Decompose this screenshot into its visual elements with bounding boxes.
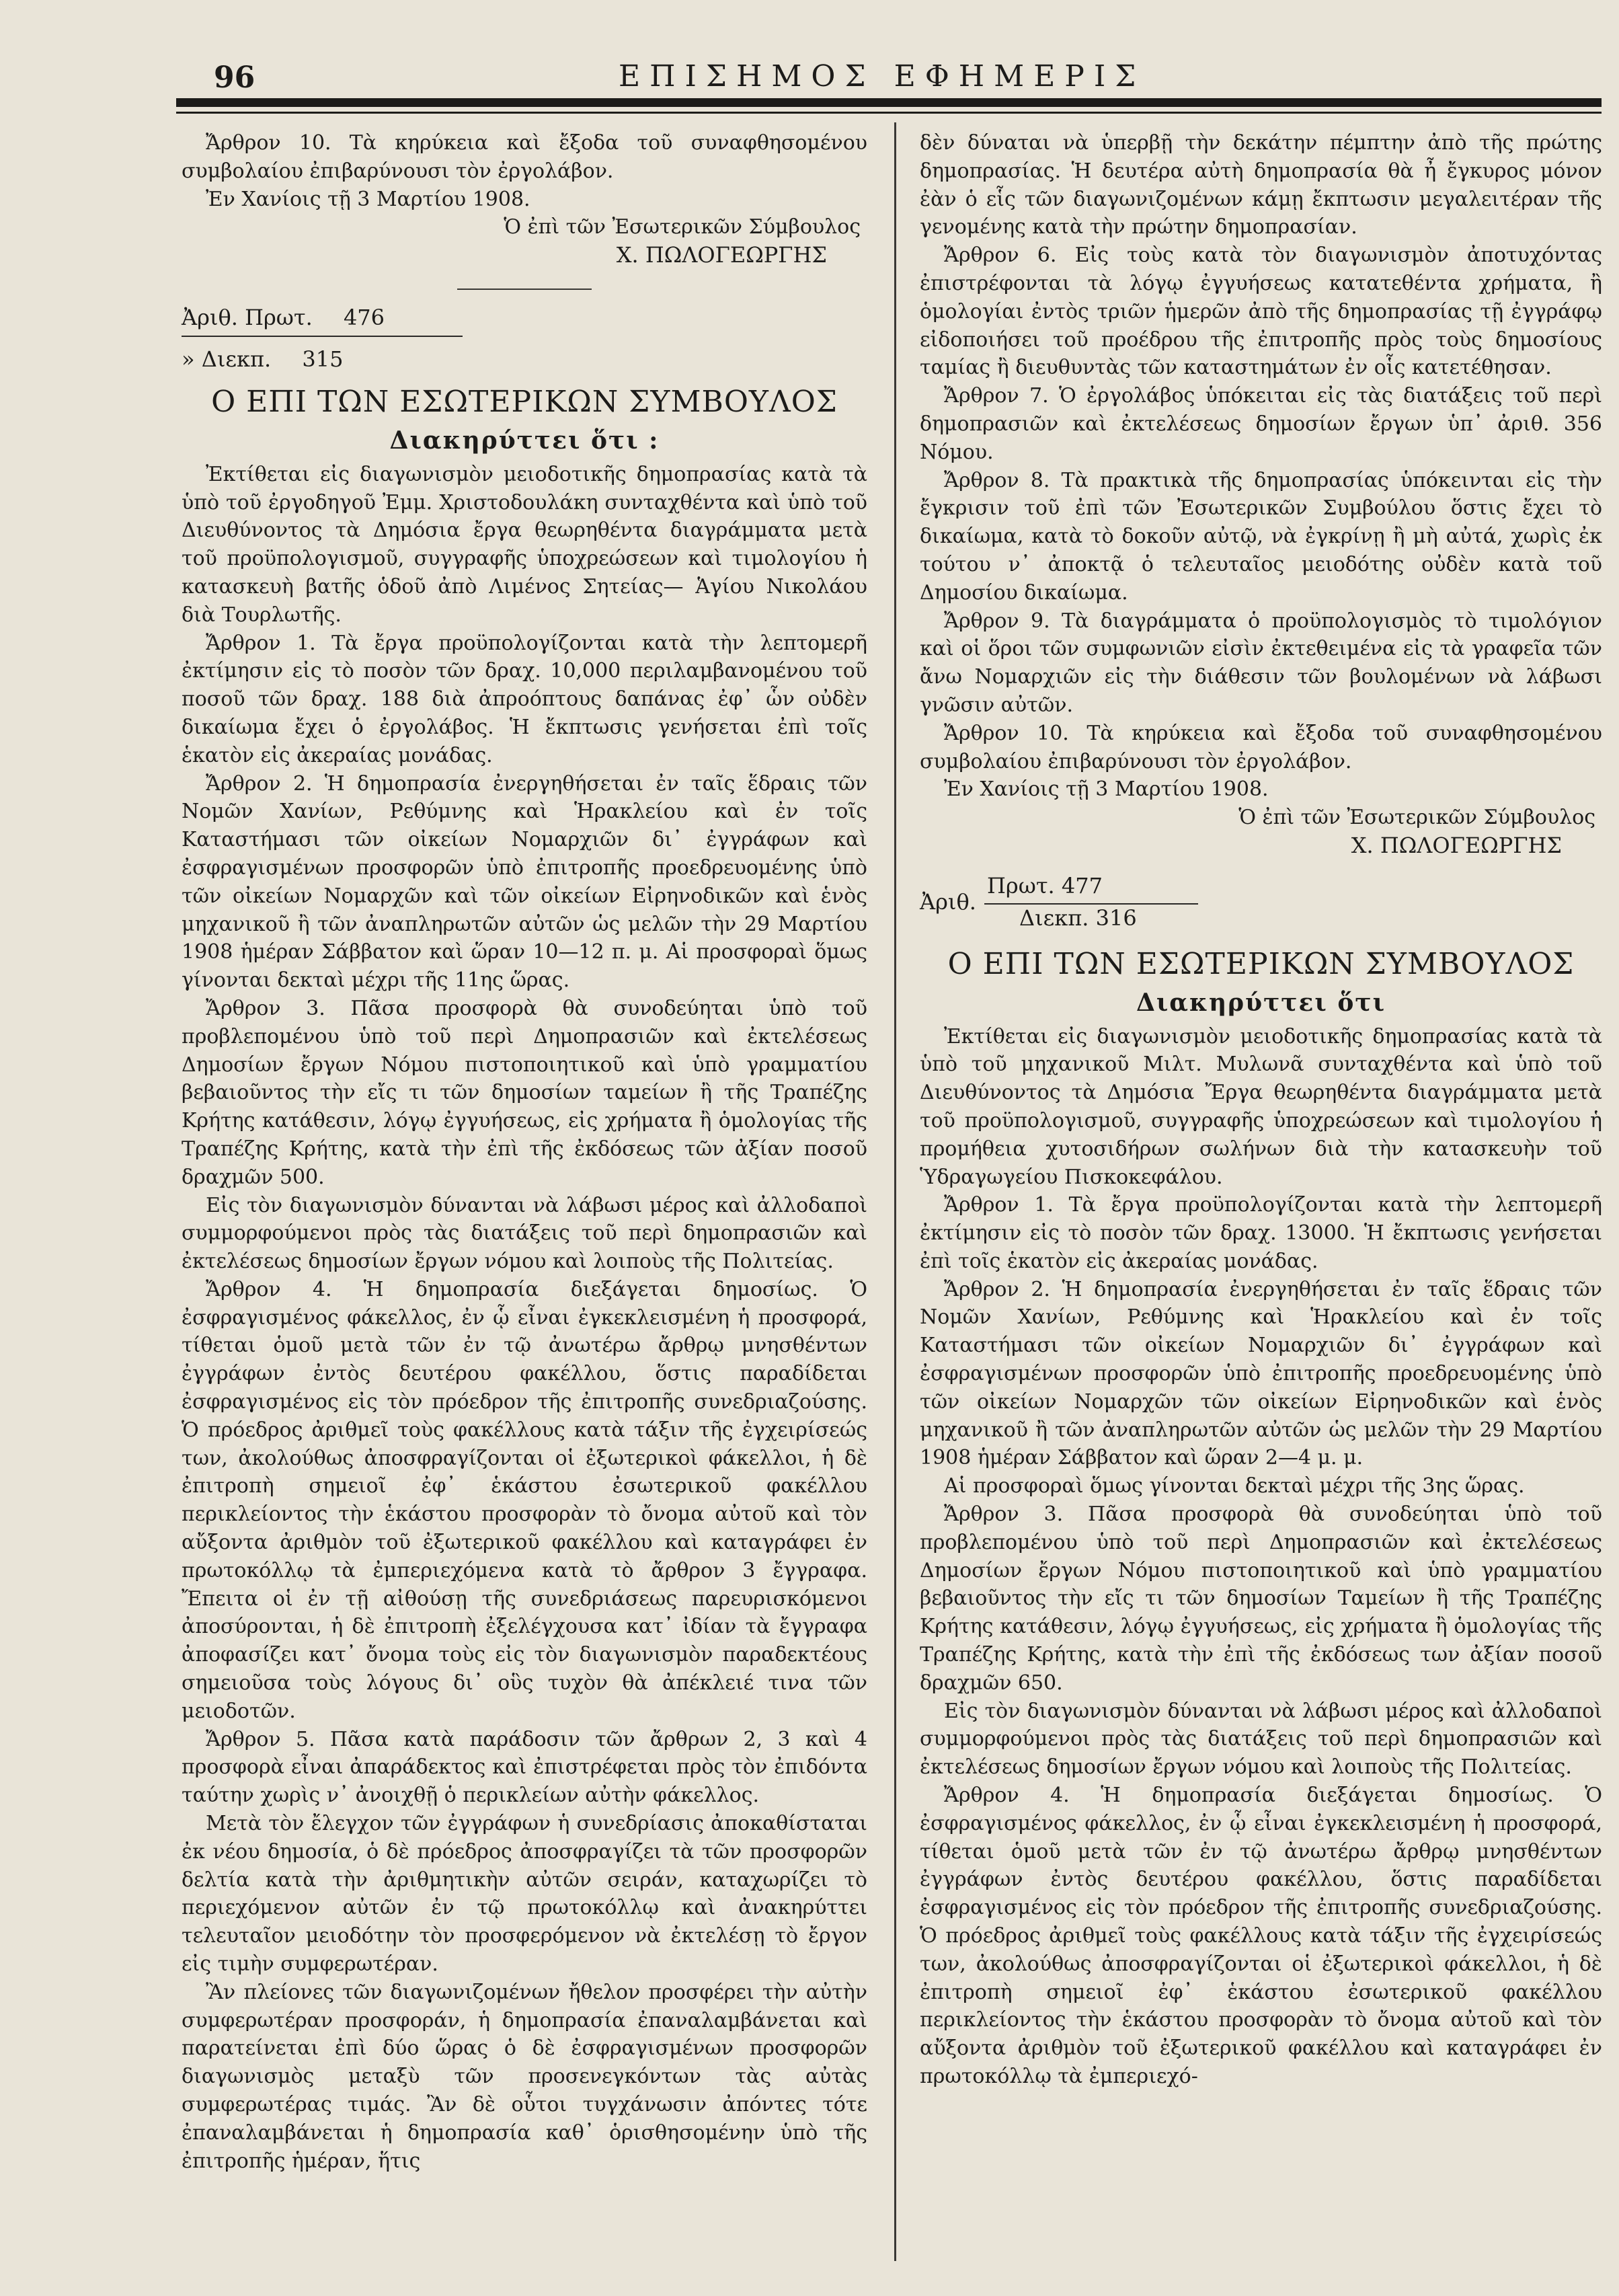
left-article-5: Ἄρθρον 5. Πᾶσα κατὰ παράδοσιν τῶν ἄρθρων 2, 3 καὶ 4 προσφορὰ εἶναι ἀπαράδεκτος καὶ ἐπιστρέφεται πρὸς τὸν ἐπιδόντα ταύτην χωρὶς ν᾽ ἀνοιχθῇ ὁ περικλείων αὐτὴν φάκελλος. [182, 1727, 867, 1808]
right-continued-paragraph: δὲν δύναται νὰ ὑπερβῇ τὴν δεκάτην πέμπτην ἀπὸ τῆς πρώτης δημοπρασίας. Ἡ δευτέρα αὐτὴ δημοπρασία θὰ ἦ ἔγκυρος μόνον ἐὰν ὁ εἷς τῶν διαγωνιζομένων κάμῃ ἔκπτωσιν μεγαλειτέραν τῆς γενομένης κατὰ τὴν πρώτην δημοπρασίαν. [920, 131, 1602, 239]
left-dispatch-number [182, 344, 867, 375]
left-paragraph: Μετὰ τὸν ἔλεγχον τῶν ἐγγράφων ἡ συνεδρίασις ἀποκαθίσταται ἐκ νέου δημοσία, ὁ δὲ πρόεδρος ἀποσφραγίζει τὰ τῶν προσφορῶν δελτία κατὰ τὴν ἀριθμητικὴν αὐτῶν σειράν, καταχωρίζει τὸ περιεχόμενον αὐτῶν ἐν τῷ πρωτοκόλλῳ καὶ ἀνακηρύττει τελευταῖον μειοδότην τὸν προσφερόμενον νὰ ἐκτελέσῃ τὸ ἔργον εἰς τιμὴν συμφερωτέραν. [182, 1812, 867, 1977]
right-place-date: Ἐν Χανίοις τῇ 3 Μαρτίου 1908. [944, 777, 1269, 802]
left-dispatch-value: 315 [302, 346, 344, 372]
left-dispatch-label: » Διεκπ. [182, 346, 272, 372]
left-separator [457, 289, 592, 290]
right-subheading: Διακηρύττει ὅτι [1136, 988, 1386, 1017]
right-article-7: Ἄρθρον 7. Ὁ ἐργολάβος ὑπόκειται εἰς τὰς διατάξεις τοῦ περὶ δημοπρασιῶν καὶ ἐκτελέσεως δημοσίων ἔργων ὑπ᾽ ἀριθ. 356 Νόμου. [920, 384, 1602, 464]
left-protocol-value: 476 [343, 304, 385, 330]
right-article-8: Ἄρθρον 8. Τὰ πρακτικὰ τῆς δημοπρασίας ὑπόκεινται εἰς τὴν ἔγκρισιν τοῦ ἐπὶ τῶν Ἐσωτερικῶν Συμβούλου ὅστις ἔχει τὸ δικαίωμα, κατὰ τὸ δοκοῦν αὐτῷ, νὰ ἐγκρίνῃ ἢ μὴ αὐτά, χωρὶς ἐκ τούτου ν᾽ ἀποκτᾷ ὁ τελευταῖος μειοδότης οὐδὲν κατὰ τοῦ Δημοσίου δικαίωμα. [920, 468, 1602, 605]
left-subheading: Διακηρύττει ὅτι : [389, 426, 660, 455]
right-paragraph: Εἰς τὸν διαγωνισμὸν δύνανται νὰ λάβωσι μέρος καὶ ἀλλοδαποὶ συμμορφούμενοι πρὸς τὰς διατάξεις τοῦ περὶ δημοπρασιῶν καὶ ἐκτελέσεως δημοσίων ἔργων νόμου καὶ λοιποὺς τῆς Πολιτείας. [920, 1699, 1602, 1780]
right-article-2: Ἄρθρον 2. Ἡ δημοπρασία ἐνεργηθήσεται ἐν ταῖς ἕδραις τῶν Νομῶν Χανίων, Ρεθύμνης καὶ Ἡρακλείου καὶ ἐν τοῖς Καταστήμασι τῶν οἰκείων Νομαρχιῶν δι᾽ ἐγγράφων καὶ ἐσφραγισμένων προσφορῶν ὑπὸ ἐπιτροπῆς προεδρευομένης ὑπὸ τῶν οἰκείων Νομαρχῶν τῶν οἰκείων Εἰρηνοδικῶν καὶ ἑνὸς μηχανικοῦ ἢ τῶν ἀναπληρωτῶν αὐτῶν ὡς μελῶν τὴν 29 Μαρτίου 1908 ἡμέραν Σάββατον καὶ ὥραν 2—4 μ. μ. [920, 1277, 1602, 1470]
right-article-4: Ἄρθρον 4. Ἡ δημοπρασία διεξάγεται δημοσίως. Ὁ ἐσφραγισμένος φάκελλος, ἐν ᾧ εἶναι ἐγκεκλεισμένη ἡ προσφορά, τίθεται ὁμοῦ μετὰ τῶν ἐν τῷ ἀνωτέρω ἄρθρῳ μνησθέντων ἐγγράφων ἐντὸς δευτέρου φακέλλου, ὅστις παραδίδεται ἐσφραγισμένος εἰς τὸν πρόεδρον τῆς ἐπιτροπῆς συνεδριαζούσης. Ὁ πρόεδρος ἀριθμεῖ τοὺς φακέλλους κατὰ τάξιν τῆς ἐγχειρίσεώς των, ἀκολούθως ἀποσφραγίζονται οἱ ἐξωτερικοὶ φάκελλοι, ἡ δὲ ἐπιτροπὴ σημειοῖ ἐφ᾽ ἑκάστου ἐσωτερικοῦ φακέλλου περικλείοντος τὴν ἑκάστου προσφορὰν τὸ ὄνομα αὐτοῦ καὶ τὸν αὔξοντα ἀριθμὸν τοῦ ἐξωτερικοῦ φακέλλου καὶ καταγράφει ἐν πρωτοκόλλῳ τὰ ἐμπεριεχό- [920, 1784, 1602, 2088]
left-protocol-number [182, 302, 867, 333]
right-protocol-number: Πρωτ. 477 [987, 872, 1103, 898]
left-paragraph: Ἐκτίθεται εἰς διαγωνισμὸν μειοδοτικῆς δημοπρασίας κατὰ τὰ ὑπὸ τοῦ ἐργοδηγοῦ Ἐμμ. Χριστοδουλάκη συνταχθέντα καὶ ὑπὸ τοῦ Διευθύνοντος τὰ Δημόσια ἔργα θεωρηθέντα διαγράμματα μετὰ τοῦ προϋπολογισμοῦ, συγγραφῆς ὑποχρεώσεων καὶ τιμολογίου ἡ κατασκευὴ βατῆς ὁδοῦ ἀπὸ Λιμένος Σητείας— Ἁγίου Νικολάου διὰ Τουρλωτῆς. [182, 462, 867, 627]
right-column [920, 129, 1602, 2091]
left-place-date: Ἐν Χανίοις τῇ 3 Μαρτίου 1908. [206, 187, 530, 211]
right-article-9: Ἄρθρον 9. Τὰ διαγράμματα ὁ προϋπολογισμὸς τὸ τιμολόγιον καὶ οἱ ὅροι τῶν συμφωνιῶν εἰσὶν ἐκτεθειμένα εἰς τὰ γραφεῖα τῶν ἄνω Νομαρχιῶν εἰς τὴν διάθεσιν τῶν βουλομένων νὰ λάβωσι γνῶσιν αὐτῶν. [920, 609, 1602, 717]
left-article-2: Ἄρθρον 2. Ἡ δημοπρασία ἐνεργηθήσεται ἐν ταῖς ἕδραις τῶν Νομῶν Χανίων, Ρεθύμνης καὶ Ἡρακλείου καὶ ἐν τοῖς Καταστήμασι τῶν οἰκείων Νομαρχιῶν δι᾽ ἐγγράφων καὶ ἐσφραγισμένων προσφορῶν ὑπὸ ἐπιτροπῆς προεδρευομένης ὑπὸ τῶν οἰκείων Νομαρχῶν καὶ τῶν οἰκείων Εἰρηνοδικῶν καὶ ἑνὸς μηχανικοῦ ἢ τῶν ἀναπληρωτῶν αὐτῶν ὡς μελῶν τὴν 29 Μαρτίου 1908 ἡμέραν Σάββατον καὶ ὥραν 10—12 π. μ. Αἱ προσφοραὶ ὅμως γίνονται δεκταὶ μέχρι τῆς 11ης ὥρας. [182, 771, 867, 993]
running-title: ΕΠΙΣΗΜΟΣ ΕΦΗΜΕΡΙΣ [619, 59, 1146, 93]
left-paragraph: Εἰς τὸν διαγωνισμὸν δύνανται νὰ λάβωσι μέρος καὶ ἀλλοδαποὶ συμμορφούμενοι πρὸς τὰς διατάξεις τοῦ περὶ δημοπρασιῶν καὶ ἐκτελέσεως δημοσίων ἔργων νόμου καὶ λοιποὺς τῆς Πολιτείας. [182, 1193, 867, 1274]
header-rule-thin [176, 112, 1602, 114]
right-article-1: Ἄρθρον 1. Τὰ ἔργα προϋπολογίζονται κατὰ τὴν λεπτομερῆ ἐκτίμησιν εἰς τὸ ποσὸν τῶν δραχ. 13000. Ἡ ἔκπτωσις γενήσεται ἐπὶ τοῖς ἑκατὸν εἰς ἀκεραίας μονάδας. [920, 1193, 1602, 1273]
right-dispatch-number: Διεκπ. 316 [1019, 905, 1137, 931]
left-article-4: Ἄρθρον 4. Ἡ δημοπρασία διεξάγεται δημοσίως. Ὁ ἐσφραγισμένος φάκελλος, ἐν ᾧ εἶναι ἐγκεκλεισμένη ἡ προσφορά, τίθεται ὁμοῦ μετὰ τῶν ἐν τῷ ἀνωτέρω ἄρθρῳ μνησθέντων ἐγγράφων ἐντὸς δευτέρου φακέλλου, ὅστις παραδίδεται ἐσφραγισμένος εἰς τὸν πρόεδρον τῆς ἐπιτροπῆς συνεδριαζούσης. Ὁ πρόεδρος ἀριθμεῖ τοὺς φακέλλους κατὰ τάξιν τῆς ἐγχειρίσεώς των, ἀκολούθως ἀποσφραγίζονται οἱ ἐξωτερικοὶ φάκελλοι, ἡ δὲ ἐπιτροπὴ σημειοῖ ἐφ᾽ ἑκάστου ἐσωτερικοῦ φακέλλου περικλείοντος τὴν ἑκάστου προσφορὰν τὸ ὄνομα αὐτοῦ καὶ τὸν αὔξοντα ἀριθμὸν τοῦ ἐξωτερικοῦ φακέλλου καὶ καταγράφει ἐν πρωτοκόλλῳ τὰ ἐμπεριεχόμενα κατὰ τὸ ἄρθρον 3 ἔγγραφα. Ἔπειτα οἱ ἐν τῇ αἰθούσῃ τῆς συνεδριάσεως παρευρισκόμενοι ἀποσύρονται, ἡ δὲ ἐπιτροπὴ ἐξελέγχουσα κατ᾽ ἰδίαν τὰ ἔγγραφα ἀποφασίζει κατ᾽ ὄνομα τοὺς εἰς τὸν διαγωνισμὸν παραδεκτέους σημειοῦσα τοὺς λόγους δι᾽ οὓς τυχὸν θὰ ἀπέκλειέ τινα τῶν μειοδοτῶν. [182, 1277, 867, 1723]
right-article-10: Ἄρθρον 10. Τὰ κηρύκεια καὶ ἔξοδα τοῦ συναφθησομένου συμβολαίου ἐπιβαρύνουσι τὸν ἐργολάβον. [920, 721, 1602, 773]
left-signer-role: Ὁ ἐπὶ τῶν Ἐσωτερικῶν Σύμβουλος [504, 215, 861, 239]
left-protocol-label: Ἀριθ. Πρωτ. [182, 304, 313, 330]
right-paragraph: Ἐκτίθεται εἰς διαγωνισμὸν μειοδοτικῆς δημοπρασίας κατὰ τὰ ὑπὸ τοῦ μηχανικοῦ Μιλτ. Μυλωνᾶ συνταχθέντα καὶ ὑπὸ τοῦ Διευθύνοντος τὰ Δημόσια Ἔργα θεωρηθέντα διαγράμματα μετὰ τοῦ προϋπολογισμοῦ, συγγραφῆς ὑποχρεώσεων καὶ τιμολογίου ἡ προμήθεια χυτοσιδήρων σωλήνων διὰ τὴν κατασκευὴν τοῦ Ὑδραγωγείου Πισκοκεφάλου. [920, 1024, 1602, 1189]
left-paragraph: Ἂν πλείονες τῶν διαγωνιζομένων ἤθελον προσφέρει τὴν αὐτὴν συμφερωτέραν προσφοράν, ἡ δημοπρασία ἐπαναλαμβάνεται καὶ παρατείνεται ἐπὶ δύο ὥρας ὁ δὲ ἐσφραγισμένων προσφορῶν διαγωνισμὸς μεταξὺ τῶν προσενεγκόντων τὰς αὐτὰς συμφερωτέρας τιμάς. Ἂν δὲ οὗτοι τυγχάνωσιν ἀπόντες τότε ἐπαναλαμβάνεται ἡ δημοπρασία καθ᾽ ὁρισθησομένην ὑπὸ τῆς ἐπιτροπῆς ἡμέραν, ἥτις [182, 1980, 867, 2173]
left-protocol-line [182, 336, 463, 337]
left-heading: Ο ΕΠΙ ΤΩΝ ΕΣΩΤΕΡΙΚΩΝ ΣΥΜΒΟΥΛΟΣ [211, 384, 838, 419]
right-article-3: Ἄρθρον 3. Πᾶσα προσφορὰ θὰ συνοδεύηται ὑπὸ τοῦ προβλεπομένου ὑπὸ τοῦ περὶ Δημοπρασιῶν καὶ ἐκτελέσεως Δημοσίων ἔργων Νόμου πιστοποιητικοῦ καὶ ὑπὸ γραμματίου βεβαιοῦντος τὴν εἴς τι τῶν δημοσίων Ταμείων ἢ τῆς Τραπέζης Κρήτης κατάθεσιν, λόγῳ ἐγγυήσεως, εἰς χρήματα ἢ ὁμολογίας τῆς Τραπέζης Κρήτης, κατὰ τὴν ἐπὶ τῆς ἐκδόσεως των ἀξίαν ποσοῦ δραχμῶν 650. [920, 1502, 1602, 1695]
right-protocol-block [920, 872, 1602, 937]
left-article-3: Ἄρθρον 3. Πᾶσα προσφορὰ θὰ συνοδεύηται ὑπὸ τοῦ προβλεπομένου ὑπὸ τοῦ περὶ Δημοπρασιῶν καὶ ἐκτελέσεως Δημοσίων ἔργων Νόμου πιστοποιητικοῦ καὶ ὑπὸ γραμματίου βεβαιοῦντος τὴν εἴς τι τῶν δημοσίων ταμείων ἢ τῆς Τραπέζης Κρήτης κατάθεσιν, λόγῳ ἐγγυήσεως, εἰς χρήματα ἢ ὁμολογίας τῆς Τραπέζης Κρήτης, κατὰ τὴν ἐπὶ τῆς ἐκδόσεως τῶν ἀξίαν ποσοῦ δραχμῶν 500. [182, 996, 867, 1189]
left-article-1: Ἄρθρον 1. Τὰ ἔργα προϋπολογίζονται κατὰ τὴν λεπτομερῆ ἐκτίμησιν εἰς τὸ ποσὸν τῶν δραχ. 10,000 περιλαμβανομένου τοῦ ποσοῦ τῶν δραχ. 188 διὰ ἀπροόπτους δαπάνας ἐφ᾽ ὧν οὐδὲν δικαίωμα ἔχει ὁ ἐργολάβος. Ἡ ἔκπτωσις γενήσεται ἐπὶ τοῖς ἑκατὸν εἰς ἀκεραίας μονάδας. [182, 631, 867, 767]
right-arith-label: Ἀριθ. [920, 888, 976, 915]
right-article-6: Ἄρθρον 6. Εἰς τοὺς κατὰ τὸν διαγωνισμὸν ἀποτυχόντας ἐπιστρέφονται τὰ λόγῳ ἐγγυήσεως κατατεθέντα χρήματα, ἢ ὁμολογίαι ἐντὸς τριῶν ἡμερῶν ἀπὸ τῆς δημοπρασίας τῇ ἐγγράφῳ εἰδοποιήσει τοῦ προέδρου τῆς ἐπιτροπῆς πρὸς τοὺς δημοσίους ταμίας ἢ διευθυντὰς τῶν καταστημάτων ἐν οἷς κατετέθησαν. [920, 243, 1602, 380]
right-paragraph: Αἱ προσφοραὶ ὅμως γίνονται δεκταὶ μέχρι τῆς 3ης ὥρας. [944, 1474, 1525, 1498]
left-intro-paragraph: Ἄρθρον 10. Τὰ κηρύκεια καὶ ἔξοδα τοῦ συναφθησομένου συμβολαίου ἐπιβαρύνουσι τὸν ἐργολάβον. [182, 131, 867, 183]
page-number: 96 [214, 61, 255, 95]
right-heading: Ο ΕΠΙ ΤΩΝ ΕΣΩΤΕΡΙΚΩΝ ΣΥΜΒΟΥΛΟΣ [947, 946, 1575, 981]
right-signer-role: Ὁ ἐπὶ τῶν Ἐσωτερικῶν Σύμβουλος [1238, 806, 1595, 830]
right-signer-name: Χ. ΠΩΛΟΓΕΩΡΓΗΣ [1351, 832, 1562, 858]
header-rule-thick [176, 98, 1602, 107]
left-signer-name: Χ. ΠΩΛΟΓΕΩΡΓΗΣ [616, 242, 827, 268]
column-divider [894, 122, 896, 2261]
left-column [182, 129, 867, 2175]
